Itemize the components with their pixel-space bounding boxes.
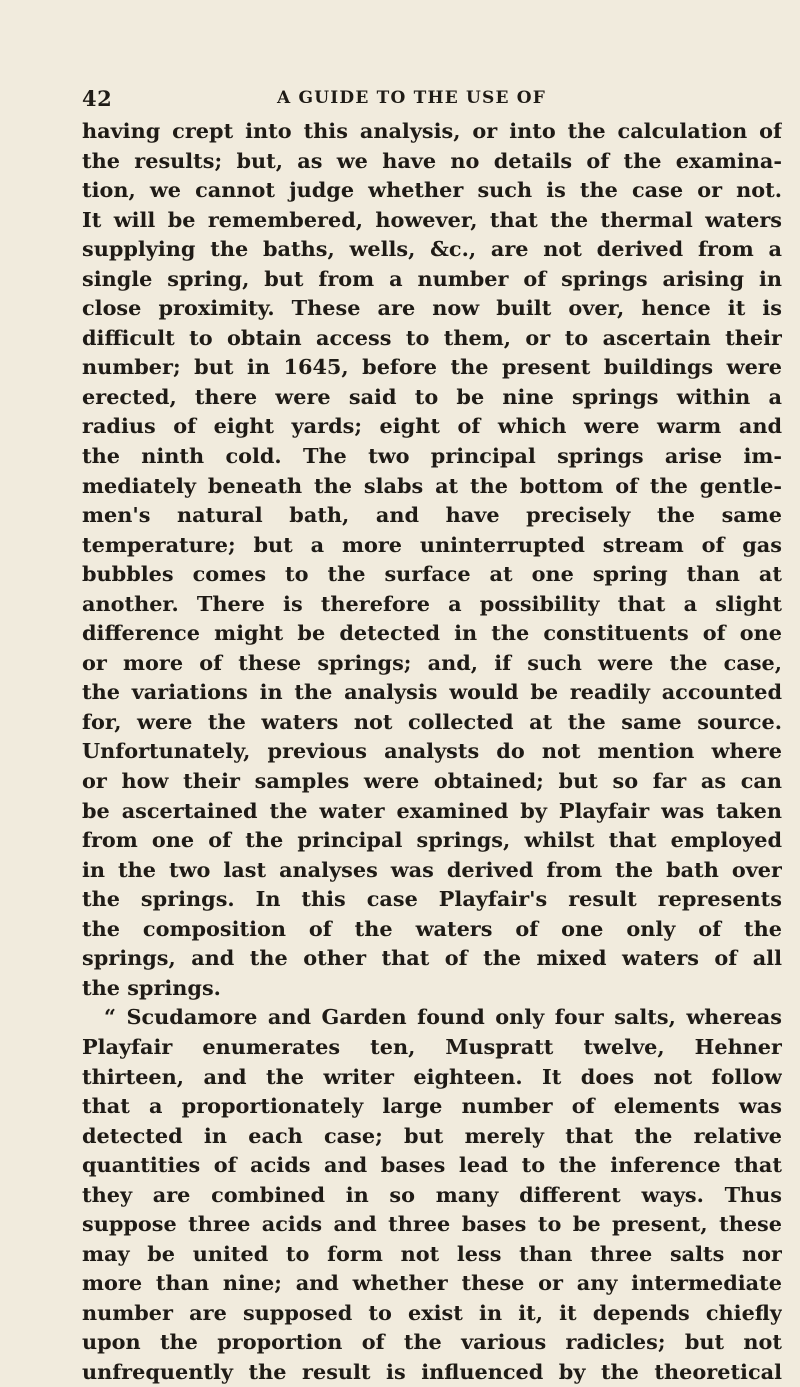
text-line: the springs. In this case Playfair's result represents — [82, 886, 782, 912]
text-line: bubbles comes to the surface at one spring than at — [82, 561, 782, 587]
text-line: single spring, but from a number of springs arising in — [82, 265, 782, 291]
text-line: radius of eight yards; eight of which were warm and — [82, 413, 782, 439]
text-line: number; but in 1645, before the present buildings were — [82, 354, 782, 380]
paragraph-end-line: the springs. — [82, 974, 221, 1000]
text-line: unfrequently the result is influenced by the theoretical — [82, 1358, 782, 1384]
text-line: be ascertained the water examined by Playfair was taken — [82, 797, 782, 823]
text-line: that a proportionately large number of elements was — [82, 1093, 782, 1119]
text-line: tion, we cannot judge whether such is the case or not. — [82, 177, 782, 203]
body-text — [82, 116, 782, 1387]
text-line: men's natural bath, and have precisely the same — [82, 502, 782, 528]
text-line: the composition of the waters of one only of the — [82, 915, 782, 941]
text-line: or more of these springs; and, if such were the case, — [82, 649, 782, 675]
text-line: the results; but, as we have no details of the examina- — [82, 147, 782, 173]
text-line: more than nine; and whether these or any intermediate — [82, 1270, 782, 1296]
text-line: supplying the baths, wells, &c., are not derived from a — [82, 236, 782, 262]
paragraph-start-line: “ Scudamore and Garden found only four salts, whereas — [104, 1004, 782, 1030]
text-line: difference might be detected in the constituents of one — [82, 620, 782, 646]
text-line: thirteen, and the writer eighteen. It does not follow — [82, 1063, 782, 1089]
running-title: A GUIDE TO THE USE OF — [277, 88, 547, 108]
page-number: 42 — [82, 86, 113, 111]
text-line: the variations in the analysis would be readily accounted — [82, 679, 782, 705]
text-line: number are supposed to exist in it, it depends chiefly — [82, 1299, 782, 1325]
text-line: mediately beneath the slabs at the bottom of the gentle- — [82, 472, 782, 498]
text-line: temperature; but a more uninterrupted stream of gas — [82, 531, 782, 557]
page-header — [82, 86, 782, 114]
text-line: detected in each case; but merely that the relative — [82, 1122, 782, 1148]
text-line: for, were the waters not collected at the same source. — [82, 708, 782, 734]
text-line: erected, there were said to be nine springs within a — [82, 383, 782, 409]
text-line: or how their samples were obtained; but so far as can — [82, 768, 782, 794]
text-line: may be united to form not less than three salts nor — [82, 1240, 782, 1266]
text-line: upon the proportion of the various radicles; but not — [82, 1329, 782, 1355]
text-line: from one of the principal springs, whilst that employed — [82, 827, 782, 853]
text-line: Playfair enumerates ten, Muspratt twelve, Hehner — [82, 1033, 782, 1059]
text-line: they are combined in so many different ways. Thus — [82, 1181, 782, 1207]
text-line: springs, and the other that of the mixed waters of all — [82, 945, 782, 971]
text-line: having crept into this analysis, or into the calculation of — [82, 118, 782, 143]
text-line: the ninth cold. The two principal springs arise im- — [82, 443, 782, 469]
text-line: Unfortunately, previous analysts do not mention where — [82, 738, 782, 764]
text-line: difficult to obtain access to them, or to ascertain their — [82, 324, 782, 350]
text-line: quantities of acids and bases lead to the inference that — [82, 1152, 782, 1178]
text-line: another. There is therefore a possibility that a slight — [82, 590, 782, 616]
text-line: close proximity. These are now built over, hence it is — [82, 295, 782, 321]
text-line: suppose three acids and three bases to be present, these — [82, 1211, 782, 1237]
text-line: in the two last analyses was derived from the bath over — [82, 856, 782, 882]
text-line: It will be remembered, however, that the thermal waters — [82, 206, 782, 232]
